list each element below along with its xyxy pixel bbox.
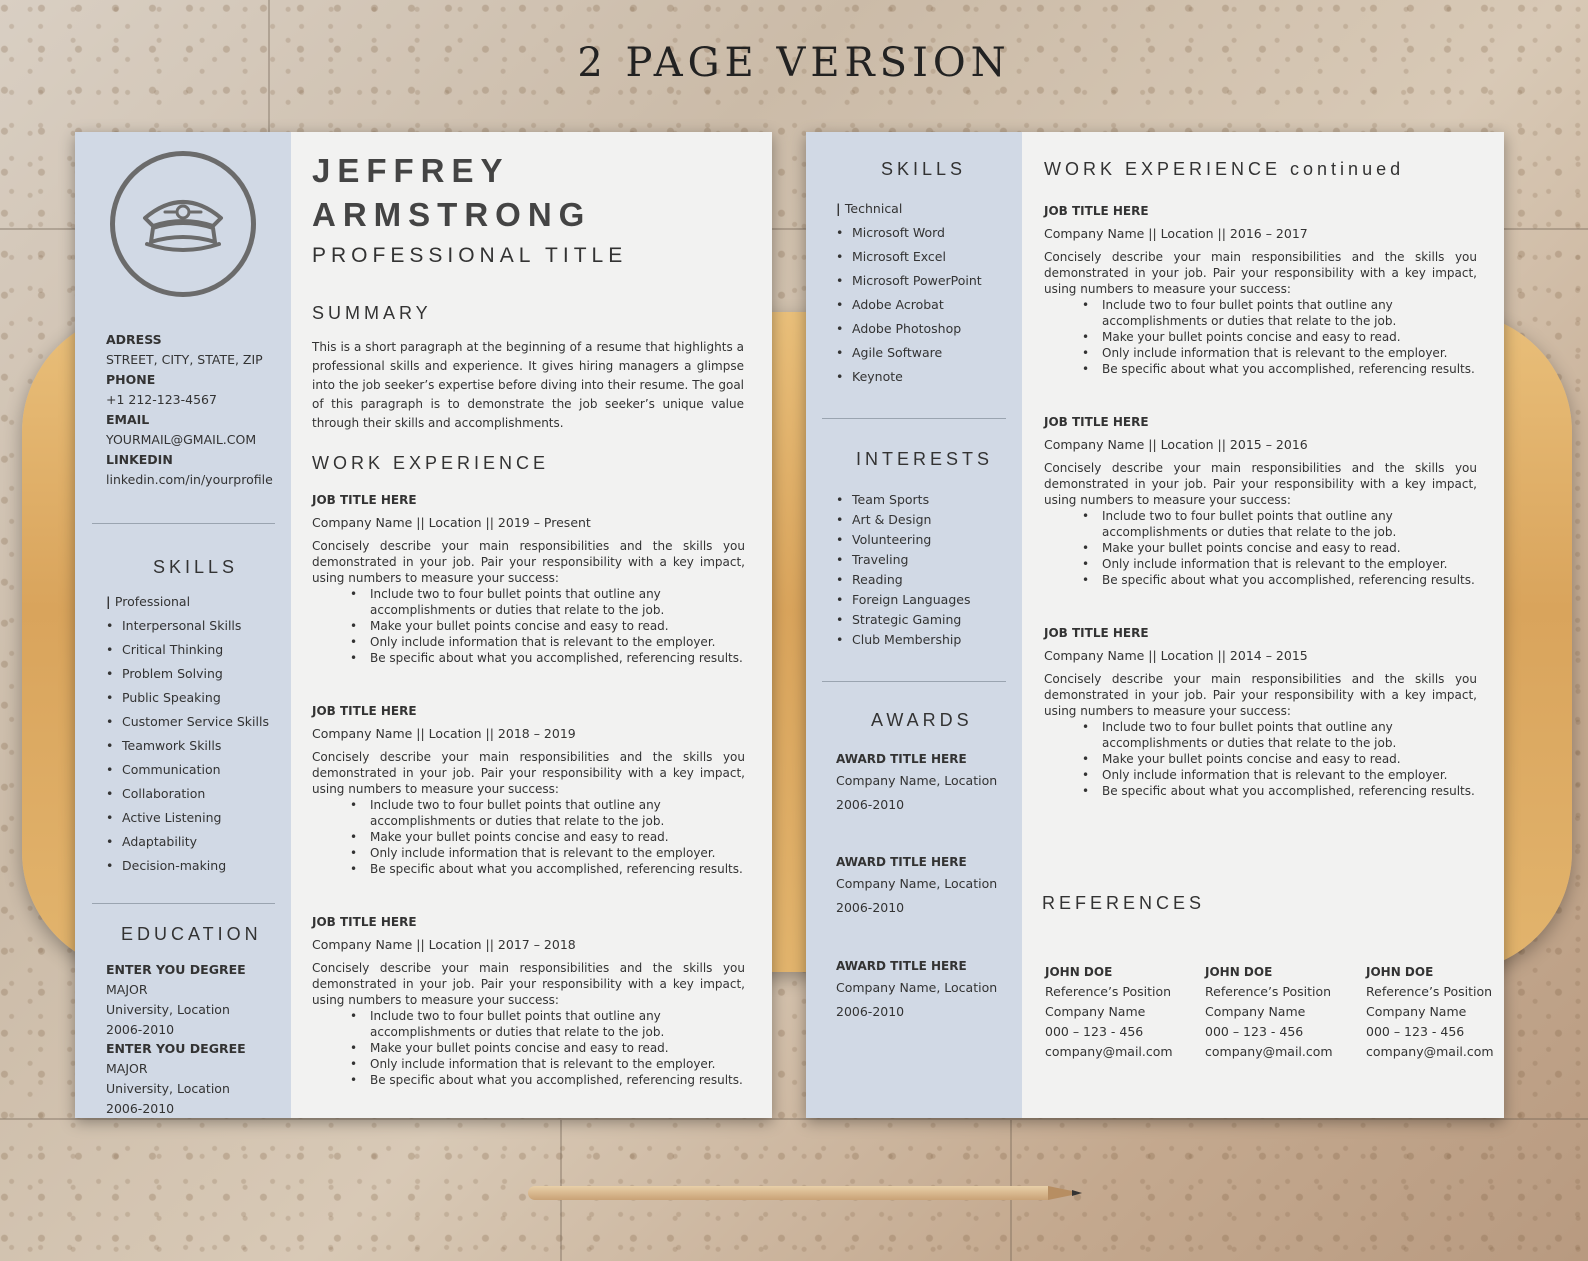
contact-email[interactable]: YOURMAIL@GMAIL.COM bbox=[106, 432, 257, 447]
job-bullet: • Be specific about what you accomplished, referencing results. bbox=[350, 861, 745, 877]
job-bullets bbox=[350, 797, 745, 877]
job-company: Company Name || Location || 2016 – 2017 bbox=[1044, 226, 1308, 241]
skill-item: • Active Listening bbox=[106, 806, 286, 830]
award-title: AWARD TITLE HERE bbox=[836, 959, 967, 973]
interest-item: • Strategic Gaming bbox=[836, 610, 1016, 630]
job-bullet: • Be specific about what you accomplished, referencing results. bbox=[350, 1072, 745, 1088]
reference-phone: 000 – 123 - 456 bbox=[1205, 1024, 1304, 1039]
professional-title: PROFESSIONAL TITLE bbox=[312, 244, 628, 267]
job-title: JOB TITLE HERE bbox=[312, 704, 417, 718]
award-company: Company Name, Location bbox=[836, 876, 998, 891]
award-entry bbox=[836, 852, 1016, 920]
reference-phone: 000 – 123 - 456 bbox=[1045, 1024, 1144, 1039]
award-company: Company Name, Location bbox=[836, 773, 998, 788]
education-years: 2006-2010 bbox=[106, 1101, 175, 1116]
interest-item: • Reading bbox=[836, 570, 1016, 590]
job-entry bbox=[1044, 414, 1477, 588]
reference-name: JOHN DOE bbox=[1045, 965, 1113, 979]
skills-subheading: | Technical bbox=[836, 197, 1016, 221]
pencil-body bbox=[528, 1186, 1048, 1200]
job-bullet: • Include two to four bullet points that outline any accomplishments or duties that relate to the job. bbox=[1082, 297, 1477, 329]
job-bullet: • Include two to four bullet points that outline any accomplishments or duties that relate to the job. bbox=[350, 797, 745, 829]
contact-label-linkedin: LINKEDIN bbox=[106, 452, 173, 467]
award-entry bbox=[836, 956, 1016, 1024]
job-entry bbox=[312, 492, 745, 666]
reference-company: Company Name bbox=[1205, 1004, 1306, 1019]
skill-item: • Critical Thinking bbox=[106, 638, 286, 662]
skill-item: • Microsoft PowerPoint bbox=[836, 269, 1016, 293]
job-company: Company Name || Location || 2014 – 2015 bbox=[1044, 648, 1308, 663]
contact-label-phone: PHONE bbox=[106, 372, 156, 387]
contact-label-email: EMAIL bbox=[106, 412, 150, 427]
award-title: AWARD TITLE HERE bbox=[836, 752, 967, 766]
school: University, Location bbox=[106, 1081, 230, 1096]
job-bullets bbox=[1082, 719, 1477, 799]
first-name: JEFFREY bbox=[312, 152, 510, 189]
reference-position: Reference’s Position bbox=[1045, 984, 1172, 999]
job-entry bbox=[312, 914, 745, 1088]
sidebar-divider bbox=[822, 418, 1006, 419]
reference-entry bbox=[1205, 962, 1355, 1062]
reference-email[interactable]: company@mail.com bbox=[1045, 1044, 1173, 1059]
job-bullet: • Include two to four bullet points that outline any accomplishments or duties that relate to the job. bbox=[1082, 508, 1477, 540]
work-experience-heading: WORK EXPERIENCE bbox=[312, 453, 550, 473]
last-name: ARMSTRONG bbox=[312, 196, 592, 233]
education-years: 2006-2010 bbox=[106, 1022, 175, 1037]
summary-text: This is a short paragraph at the beginning of a resume that highlights a professional skills and experience. It gives hiring managers a glimpse into the job seeker’s expertise before diving into their resume. The goal of this paragraph is to demonstrate the job seeker’s unique value through their skills and accomplishments. bbox=[312, 340, 744, 430]
candidate-name bbox=[312, 149, 591, 237]
job-bullets bbox=[1082, 508, 1477, 588]
job-description: Concisely describe your main responsibilities and the skills you demonstrated in your job. Pair your responsibility with a key impact, using numbers to measure your success: bbox=[1044, 461, 1477, 507]
skill-item: • Microsoft Excel bbox=[836, 245, 1016, 269]
job-bullet: • Be specific about what you accomplished, referencing results. bbox=[350, 650, 745, 666]
skill-item: • Teamwork Skills bbox=[106, 734, 286, 758]
contact-label-address: ADRESS bbox=[106, 332, 162, 347]
job-bullet: • Make your bullet points concise and easy to read. bbox=[1082, 540, 1477, 556]
award-years: 2006-2010 bbox=[836, 1004, 905, 1019]
reference-company: Company Name bbox=[1045, 1004, 1146, 1019]
sidebar-divider bbox=[92, 523, 275, 524]
job-company: Company Name || Location || 2015 – 2016 bbox=[1044, 437, 1308, 452]
job-title: JOB TITLE HERE bbox=[312, 493, 417, 507]
job-bullet: • Make your bullet points concise and easy to read. bbox=[1082, 329, 1477, 345]
skills-heading: SKILLS bbox=[881, 159, 967, 179]
skill-item: • Collaboration bbox=[106, 782, 286, 806]
job-bullet: • Only include information that is relevant to the employer. bbox=[1082, 767, 1477, 783]
job-description: Concisely describe your main responsibilities and the skills you demonstrated in your job. Pair your responsibility with a key impact, using numbers to measure your success: bbox=[1044, 250, 1477, 296]
skill-item: • Keynote bbox=[836, 365, 1016, 389]
reference-name: JOHN DOE bbox=[1366, 965, 1434, 979]
reference-position: Reference’s Position bbox=[1205, 984, 1332, 999]
job-title: JOB TITLE HERE bbox=[1044, 626, 1149, 640]
skills-list bbox=[836, 221, 1016, 389]
job-bullet: • Be specific about what you accomplished, referencing results. bbox=[1082, 361, 1477, 377]
job-entry bbox=[1044, 203, 1477, 377]
job-company: Company Name || Location || 2017 – 2018 bbox=[312, 937, 576, 952]
job-bullet: • Be specific about what you accomplished, referencing results. bbox=[1082, 572, 1477, 588]
interests-list bbox=[836, 490, 1016, 650]
reference-company: Company Name bbox=[1366, 1004, 1467, 1019]
reference-phone: 000 – 123 - 456 bbox=[1366, 1024, 1465, 1039]
skills-block bbox=[106, 590, 286, 878]
major: MAJOR bbox=[106, 982, 148, 997]
job-description: Concisely describe your main responsibilities and the skills you demonstrated in your job. Pair your responsibility with a key impact, using numbers to measure your success: bbox=[312, 539, 745, 585]
job-bullet: • Only include information that is relevant to the employer. bbox=[350, 845, 745, 861]
major: MAJOR bbox=[106, 1061, 148, 1076]
job-description: Concisely describe your main responsibilities and the skills you demonstrated in your job. Pair your responsibility with a key impact, using numbers to measure your success: bbox=[312, 750, 745, 796]
summary-heading: SUMMARY bbox=[312, 303, 432, 323]
contact-address: STREET, CITY, STATE, ZIP bbox=[106, 352, 263, 367]
job-bullet: • Make your bullet points concise and easy to read. bbox=[350, 829, 745, 845]
job-bullet: • Make your bullet points concise and easy to read. bbox=[350, 618, 745, 634]
interests-heading: INTERESTS bbox=[856, 449, 994, 469]
job-bullet: • Only include information that is relevant to the employer. bbox=[1082, 345, 1477, 361]
resume-page-2 bbox=[806, 132, 1504, 1118]
job-company: Company Name || Location || 2018 – 2019 bbox=[312, 726, 576, 741]
sidebar bbox=[806, 132, 1022, 1118]
job-bullet: • Only include information that is relevant to the employer. bbox=[1082, 556, 1477, 572]
skill-item: • Interpersonal Skills bbox=[106, 614, 286, 638]
reference-email[interactable]: company@mail.com bbox=[1205, 1044, 1333, 1059]
skill-item: • Public Speaking bbox=[106, 686, 286, 710]
work-experience-continued-heading: WORK EXPERIENCE continued bbox=[1044, 159, 1405, 179]
school: University, Location bbox=[106, 1002, 230, 1017]
job-company: Company Name || Location || 2019 – Present bbox=[312, 515, 591, 530]
awards-heading: AWARDS bbox=[871, 710, 973, 730]
skill-item: • Microsoft Word bbox=[836, 221, 1016, 245]
education-heading: EDUCATION bbox=[121, 924, 262, 944]
job-entry bbox=[1044, 625, 1477, 799]
award-years: 2006-2010 bbox=[836, 900, 905, 915]
skills-subheading: | Professional bbox=[106, 590, 286, 614]
interest-item: • Foreign Languages bbox=[836, 590, 1016, 610]
skill-item: • Adaptability bbox=[106, 830, 286, 854]
skill-item: • Customer Service Skills bbox=[106, 710, 286, 734]
skill-item: • Problem Solving bbox=[106, 662, 286, 686]
award-entry bbox=[836, 749, 1016, 817]
reference-position: Reference’s Position bbox=[1366, 984, 1493, 999]
award-title: AWARD TITLE HERE bbox=[836, 855, 967, 869]
reference-email[interactable]: company@mail.com bbox=[1366, 1044, 1494, 1059]
skill-item: • Agile Software bbox=[836, 341, 1016, 365]
job-description: Concisely describe your main responsibilities and the skills you demonstrated in your job. Pair your responsibility with a key impact, using numbers to measure your success: bbox=[312, 961, 745, 1007]
degree: ENTER YOU DEGREE bbox=[106, 962, 246, 977]
job-bullet: • Make your bullet points concise and easy to read. bbox=[1082, 751, 1477, 767]
skill-item: • Adobe Acrobat bbox=[836, 293, 1016, 317]
job-title: JOB TITLE HERE bbox=[1044, 204, 1149, 218]
skill-item: • Adobe Photoshop bbox=[836, 317, 1016, 341]
sidebar bbox=[75, 132, 291, 1118]
reference-name: JOHN DOE bbox=[1205, 965, 1273, 979]
degree: ENTER YOU DEGREE bbox=[106, 1041, 246, 1056]
contact-phone: +1 212-123-4567 bbox=[106, 392, 217, 407]
contact-linkedin[interactable]: linkedin.com/in/yourprofile bbox=[106, 472, 273, 487]
award-years: 2006-2010 bbox=[836, 797, 905, 812]
pilot-cap-avatar bbox=[110, 151, 256, 297]
sidebar-divider bbox=[822, 681, 1006, 682]
job-description: Concisely describe your main responsibilities and the skills you demonstrated in your job. Pair your responsibility with a key impact, using numbers to measure your success: bbox=[1044, 672, 1477, 718]
job-bullets bbox=[1082, 297, 1477, 377]
education-entry bbox=[106, 960, 286, 1040]
job-title: JOB TITLE HERE bbox=[312, 915, 417, 929]
job-bullet: • Include two to four bullet points that outline any accomplishments or duties that relate to the job. bbox=[350, 586, 745, 618]
reference-entry bbox=[1045, 962, 1195, 1062]
contact-block bbox=[106, 330, 286, 490]
interest-item: • Club Membership bbox=[836, 630, 1016, 650]
main-column bbox=[291, 132, 772, 1118]
main-column bbox=[1022, 132, 1504, 1118]
interest-item: • Traveling bbox=[836, 550, 1016, 570]
page-headline: 2 PAGE VERSION bbox=[577, 40, 1011, 86]
interest-item: • Volunteering bbox=[836, 530, 1016, 550]
skill-item: • Communication bbox=[106, 758, 286, 782]
interest-item: • Art & Design bbox=[836, 510, 1016, 530]
sidebar-divider bbox=[92, 903, 275, 904]
job-bullet: • Only include information that is relevant to the employer. bbox=[350, 1056, 745, 1072]
job-entry bbox=[312, 703, 745, 877]
skills-block bbox=[836, 197, 1016, 389]
pilot-cap-icon bbox=[115, 156, 251, 292]
references-heading: REFERENCES bbox=[1042, 893, 1206, 913]
education-entry bbox=[106, 1039, 286, 1118]
job-bullet: • Include two to four bullet points that outline any accomplishments or duties that relate to the job. bbox=[350, 1008, 745, 1040]
award-company: Company Name, Location bbox=[836, 980, 998, 995]
job-bullet: • Only include information that is relevant to the employer. bbox=[350, 634, 745, 650]
stone-joint bbox=[0, 1118, 1588, 1120]
pencil-lead bbox=[1072, 1190, 1082, 1196]
skills-heading: SKILLS bbox=[153, 557, 239, 577]
reference-entry bbox=[1366, 962, 1504, 1062]
job-bullet: • Be specific about what you accomplished, referencing results. bbox=[1082, 783, 1477, 799]
resume-page-1 bbox=[75, 132, 772, 1118]
job-title: JOB TITLE HERE bbox=[1044, 415, 1149, 429]
job-bullets bbox=[350, 586, 745, 666]
job-bullet: • Include two to four bullet points that outline any accomplishments or duties that relate to the job. bbox=[1082, 719, 1477, 751]
job-bullet: • Make your bullet points concise and easy to read. bbox=[350, 1040, 745, 1056]
interests-block bbox=[836, 490, 1016, 650]
skills-list bbox=[106, 614, 286, 878]
skill-item: • Decision-making bbox=[106, 854, 286, 878]
interest-item: • Team Sports bbox=[836, 490, 1016, 510]
job-bullets bbox=[350, 1008, 745, 1088]
